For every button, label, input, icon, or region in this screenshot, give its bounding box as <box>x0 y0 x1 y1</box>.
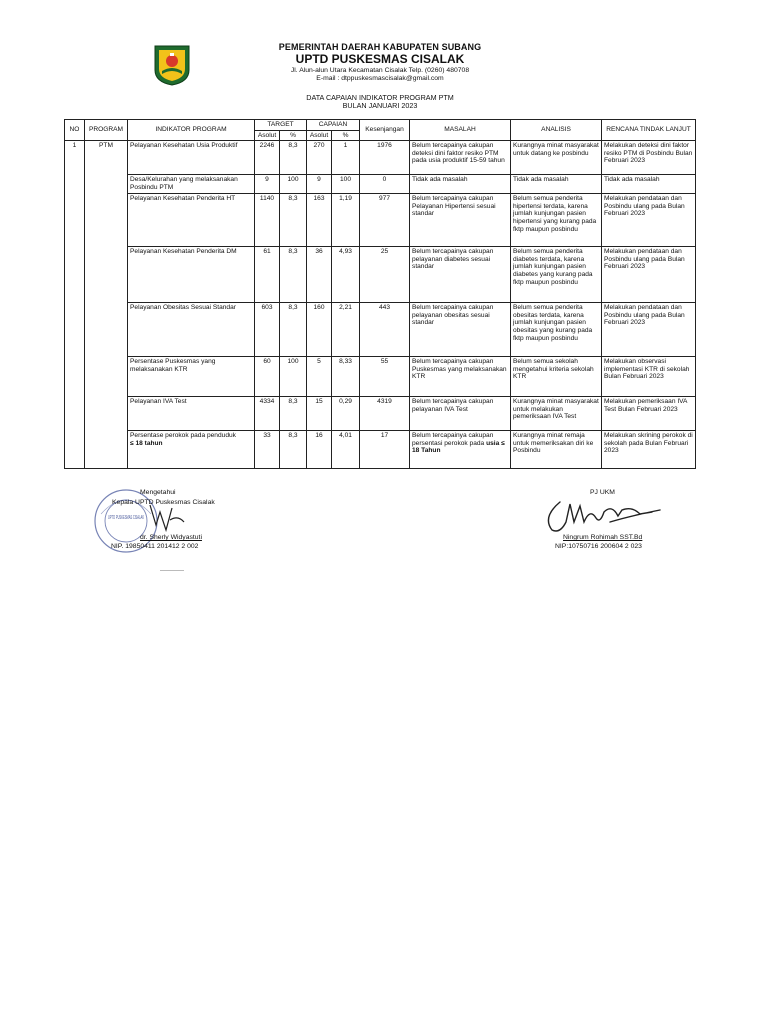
follow-up-text: Melakukan pendataan dan Posbindu ulang pada Bulan Februari 2023 <box>602 194 696 247</box>
capaian-absolute: 5 <box>307 357 332 397</box>
gap-value: 25 <box>360 247 410 303</box>
header-capaian-percent: % <box>332 130 360 141</box>
capaian-absolute: 270 <box>307 141 332 175</box>
analysis-text: Belum semua penderita obesitas terdata, karena jumlah kunjungan pasien obesitas yang kurang pada fktp maupun posbindu <box>511 303 602 357</box>
indicator-name: Pelayanan Kesehatan Usia Produktif <box>128 141 255 175</box>
capaian-absolute: 15 <box>307 397 332 431</box>
indicator-name: Persentase Puskesmas yang melaksanakan KTR <box>128 357 255 397</box>
header-indicator: INDIKATOR PROGRAM <box>128 120 255 141</box>
follow-up-text: Melakukan pemeriksaan IVA Test Bulan Februari 2023 <box>602 397 696 431</box>
indicator-table <box>64 119 696 469</box>
target-absolute: 603 <box>255 303 280 357</box>
pj-ukm-label: PJ UKM <box>590 489 615 496</box>
program-name: PTM <box>85 141 128 469</box>
capaian-percent: 2,21 <box>332 303 360 357</box>
analysis-text: Tidak ada masalah <box>511 175 602 194</box>
gap-value: 55 <box>360 357 410 397</box>
table-row <box>65 141 696 175</box>
capaian-absolute: 9 <box>307 175 332 194</box>
target-percent: 8,3 <box>280 141 307 175</box>
office-name: UPTD PUSKESMAS CISALAK <box>295 52 465 66</box>
problem-text: Belum tercapainya cakupan pelayanan IVA Test <box>410 397 511 431</box>
analysis-text: Kurangnya minat remaja untuk memeriksakan diri ke Posbindu <box>511 431 602 469</box>
problem-main-text: Belum tercapainya cakupan persentasi perokok pada <box>412 432 494 447</box>
document-subtitle: BULAN JANUARI 2023 <box>342 101 418 110</box>
target-percent: 8,3 <box>280 431 307 469</box>
gap-value: 1976 <box>360 141 410 175</box>
target-absolute: 61 <box>255 247 280 303</box>
head-signatory-nip: NIP. 19850411 201412 2 002 <box>111 543 199 550</box>
target-percent: 100 <box>280 175 307 194</box>
header-no: NO <box>65 120 85 141</box>
problem-text: Tidak ada masalah <box>410 175 511 194</box>
header-problem: MASALAH <box>410 120 511 141</box>
gap-value: 443 <box>360 303 410 357</box>
pj-signatory-nip: NIP:10750716 200604 2 023 <box>555 543 642 550</box>
header-analysis: ANALISIS <box>511 120 602 141</box>
header-target-percent: % <box>280 130 307 141</box>
target-percent: 8,3 <box>280 397 307 431</box>
problem-text: Belum tercapainya cakupan pelayanan obesitas sesuai standar <box>410 303 511 357</box>
target-absolute: 1140 <box>255 194 280 247</box>
follow-up-text: Tidak ada masalah <box>602 175 696 194</box>
capaian-absolute: 163 <box>307 194 332 247</box>
indicator-name: Pelayanan Kesehatan Penderita DM <box>128 247 255 303</box>
target-percent: 8,3 <box>280 194 307 247</box>
problem-text: Belum tercapainya cakupan deteksi dini faktor resiko PTM pada usia produktif 15-59 tahun <box>410 141 511 175</box>
target-absolute: 9 <box>255 175 280 194</box>
header-gap: Kesenjangan <box>360 120 410 141</box>
analysis-text: Belum semua sekolah mengetahui kriteria sekolah KTR <box>511 357 602 397</box>
follow-up-text: Melakukan observasi implementasi KTR di sekolah Bulan Februari 2023 <box>602 357 696 397</box>
gap-value: 0 <box>360 175 410 194</box>
analysis-text: Kurangnya minat masyarakat untuk melakukan pemeriksaan IVA Test <box>511 397 602 431</box>
problem-text: Belum tercapainya cakupan pelayanan diabetes sesuai standar <box>410 247 511 303</box>
capaian-percent: 1 <box>332 141 360 175</box>
indicator-name: Pelayanan IVA Test <box>128 397 255 431</box>
analysis-text: Belum semua penderita diabetes terdata, karena jumlah kunjungan pasien diabetes yang kurang pada fktp maupun posbindu <box>511 247 602 303</box>
office-address: Jl. Alun-alun Utara Kecamatan Cisalak Telp. (0260) 480708 <box>290 67 470 74</box>
capaian-percent: 0,29 <box>332 397 360 431</box>
office-email: E-mail : dtppuskesmascisalak@gmail.com <box>316 75 444 82</box>
capaian-absolute: 36 <box>307 247 332 303</box>
acknowledgement-label: Mengetahui <box>140 489 176 496</box>
target-percent: 8,3 <box>280 247 307 303</box>
problem-text: Belum tercapainya cakupan Pelayanan Hipertensi sesuai standar <box>410 194 511 247</box>
header-capaian: CAPAIAN <box>307 120 360 131</box>
head-office-label: Kepala UPTD Puskesmas Cisalak <box>112 499 215 506</box>
problem-text <box>410 431 511 469</box>
regency-logo-icon <box>153 44 191 86</box>
header-follow-up: RENCANA TINDAK LANJUT <box>602 120 696 141</box>
header-target: TARGET <box>255 120 307 131</box>
capaian-percent: 100 <box>332 175 360 194</box>
gap-value: 4319 <box>360 397 410 431</box>
indicator-name: Pelayanan Kesehatan Penderita HT <box>128 194 255 247</box>
follow-up-text: Melakukan deteksi dini faktor resiko PTM di Posbindu Bulan Februari 2023 <box>602 141 696 175</box>
target-absolute: 4334 <box>255 397 280 431</box>
target-percent: 8,3 <box>280 303 307 357</box>
follow-up-text: Melakukan pendataan dan Posbindu ulang pada Bulan Februari 2023 <box>602 247 696 303</box>
table-row <box>65 247 696 303</box>
indicator-name <box>128 431 255 469</box>
indicator-name: Desa/Kelurahan yang melaksanakan Posbindu PTM <box>128 175 255 194</box>
gap-value: 977 <box>360 194 410 247</box>
capaian-percent: 4,01 <box>332 431 360 469</box>
target-percent: 100 <box>280 357 307 397</box>
row-number: 1 <box>65 141 85 469</box>
right-signature-icon <box>540 492 665 537</box>
target-absolute: 2246 <box>255 141 280 175</box>
table-row <box>65 397 696 431</box>
capaian-percent: 4,93 <box>332 247 360 303</box>
target-absolute: 33 <box>255 431 280 469</box>
capaian-percent: 8,33 <box>332 357 360 397</box>
indicator-name: Pelayanan Obesitas Sesuai Standar <box>128 303 255 357</box>
gap-value: 17 <box>360 431 410 469</box>
problem-text: Belum tercapainya cakupan Puskesmas yang melaksanakan KTR <box>410 357 511 397</box>
divider <box>160 570 184 571</box>
follow-up-text: Melakukan pendataan dan Posbindu ulang pada Bulan Februari 2023 <box>602 303 696 357</box>
table-row <box>65 194 696 247</box>
analysis-text: Belum semua penderita hipertensi terdata, karena jumlah kunjungan pasien hipertensi yang kurang pada fktp maupun posbindu <box>511 194 602 247</box>
analysis-text: Kurangnya minat masyarakat untuk datang ke posbindu <box>511 141 602 175</box>
target-absolute: 60 <box>255 357 280 397</box>
capaian-absolute: 16 <box>307 431 332 469</box>
government-name: PEMERINTAH DAERAH KABUPATEN SUBANG <box>278 42 482 52</box>
head-signatory-name: dr. Sherly Widyastuti <box>140 534 202 541</box>
table-row <box>65 431 696 469</box>
indicator-text: Persentase perokok pada penduduk <box>130 432 236 440</box>
header-program: PROGRAM <box>85 120 128 141</box>
stamp-text: UPTD PUSKESMAS CISALAK <box>108 515 145 521</box>
problem-age-text: usia ≤ 18 Tahun <box>412 439 505 455</box>
document-title: DATA CAPAIAN INDIKATOR PROGRAM PTM <box>306 93 454 102</box>
table-row <box>65 357 696 397</box>
follow-up-text: Melakukan skrining perokok di sekolah pada Bulan Februari 2023 <box>602 431 696 469</box>
header-target-absolute: Asolut <box>255 130 280 141</box>
indicator-age-text: ≤ 18 tahun <box>130 439 163 447</box>
header-capaian-absolute: Asolut <box>307 130 332 141</box>
capaian-absolute: 160 <box>307 303 332 357</box>
pj-signatory-name: Ningrum Rohimah SST.Bd <box>563 534 643 541</box>
table-row <box>65 303 696 357</box>
table-row <box>65 175 696 194</box>
capaian-percent: 1,19 <box>332 194 360 247</box>
